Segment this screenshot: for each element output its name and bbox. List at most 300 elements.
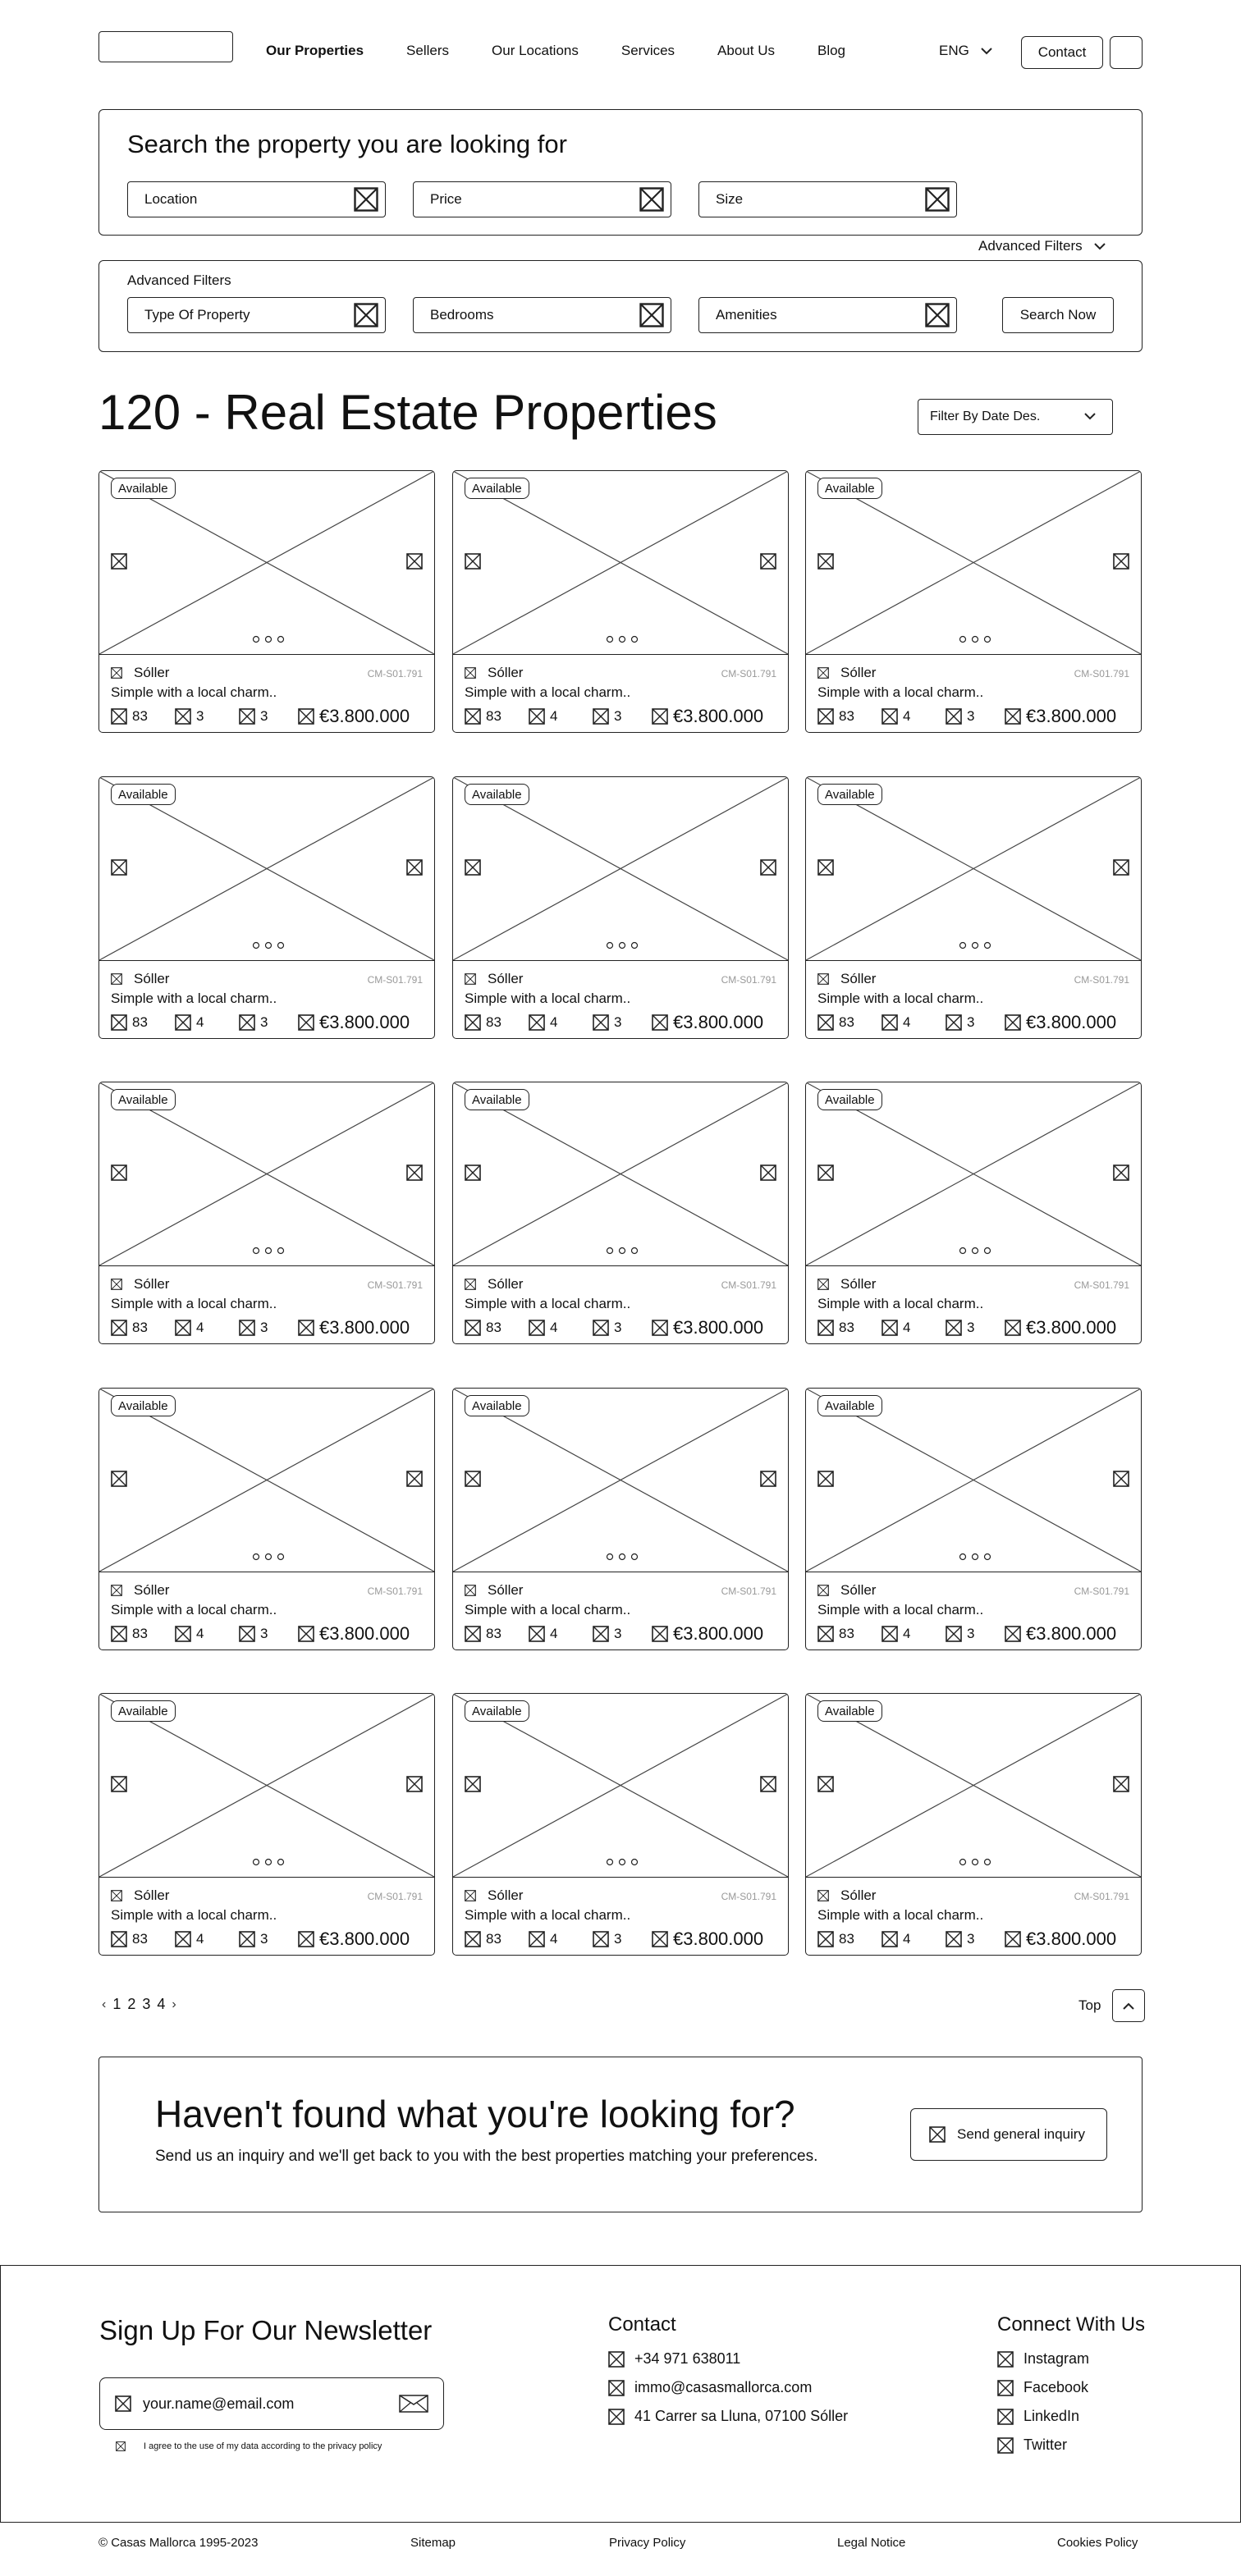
size-value: 83 <box>486 1931 501 1947</box>
property-image[interactable] <box>806 471 1141 655</box>
property-location <box>817 1582 876 1599</box>
social-twitter[interactable] <box>997 2431 1089 2459</box>
size-stat <box>111 708 175 725</box>
property-description: Simple with a local charm.. <box>111 1602 277 1617</box>
property-card[interactable] <box>98 1082 435 1344</box>
prev-image-icon[interactable] <box>817 1164 834 1181</box>
size-value: 83 <box>486 708 501 724</box>
property-description: Simple with a local charm.. <box>817 1602 984 1617</box>
price-stat <box>652 1317 763 1338</box>
price-icon <box>298 1320 314 1336</box>
twitter-icon <box>997 2437 1014 2454</box>
property-location-text: Sóller <box>488 1582 524 1598</box>
status-badge: Available <box>465 1395 529 1416</box>
property-card[interactable] <box>452 1388 789 1650</box>
property-image[interactable] <box>806 1389 1141 1572</box>
property-description: Simple with a local charm.. <box>465 1602 631 1617</box>
property-location <box>111 971 169 987</box>
size-value: 83 <box>839 1626 854 1641</box>
carousel-dots-icon[interactable] <box>959 1858 991 1866</box>
location-label: Location <box>144 191 198 207</box>
price-stat <box>298 1317 410 1338</box>
location-icon <box>817 1585 829 1596</box>
property-image[interactable] <box>99 1389 434 1572</box>
price-icon <box>1005 1626 1021 1642</box>
property-price: €3.800.000 <box>673 1012 764 1032</box>
bathrooms-value: 3 <box>260 1626 268 1641</box>
size-stat <box>465 708 529 725</box>
bedrooms-value: 4 <box>196 1931 204 1947</box>
bathrooms-value: 3 <box>614 1014 622 1030</box>
bathrooms-value: 3 <box>967 1320 975 1335</box>
phone-icon <box>608 2351 625 2368</box>
bath-icon <box>593 1626 609 1642</box>
next-page-button[interactable]: › <box>172 1997 176 2011</box>
bathrooms-stat <box>239 1626 298 1642</box>
property-stats <box>111 1929 410 1950</box>
price-icon <box>1005 708 1021 725</box>
send-inquiry-button[interactable] <box>910 2108 1107 2161</box>
next-image-icon[interactable] <box>1113 1164 1129 1181</box>
amenities-field[interactable] <box>698 297 957 333</box>
property-price: €3.800.000 <box>1026 706 1117 726</box>
placeholder-icon <box>639 187 664 212</box>
logo[interactable] <box>98 31 233 62</box>
property-location <box>465 971 523 987</box>
main-nav <box>266 43 888 59</box>
property-card[interactable] <box>98 1388 435 1650</box>
bathrooms-stat <box>239 1320 298 1336</box>
location-icon <box>608 2409 625 2425</box>
prev-image-icon[interactable] <box>817 859 834 876</box>
privacy-agree[interactable] <box>116 2441 382 2451</box>
property-location <box>111 1887 169 1904</box>
price-icon <box>298 1931 314 1947</box>
status-badge: Available <box>465 1700 529 1722</box>
property-ref: CM-S01.791 <box>367 1585 423 1597</box>
prev-image-icon[interactable] <box>465 553 481 570</box>
location-icon <box>111 667 122 679</box>
bedrooms-stat <box>882 1931 946 1947</box>
bedrooms-stat <box>529 1014 593 1031</box>
prev-image-icon[interactable] <box>111 859 127 876</box>
property-location-text: Sóller <box>134 1276 170 1292</box>
next-image-icon[interactable] <box>1113 553 1129 570</box>
bathrooms-value: 3 <box>614 1931 622 1947</box>
property-card[interactable] <box>805 1082 1142 1344</box>
bedrooms-stat <box>529 1931 593 1947</box>
property-card[interactable] <box>805 1388 1142 1650</box>
bathrooms-stat <box>946 1931 1005 1947</box>
next-image-icon[interactable] <box>760 859 776 876</box>
next-image-icon[interactable] <box>406 553 423 570</box>
size-field[interactable] <box>698 181 957 217</box>
property-card[interactable] <box>452 1693 789 1956</box>
social-instagram[interactable] <box>997 2345 1089 2373</box>
bed-icon <box>882 1014 898 1031</box>
bath-icon <box>946 1931 962 1947</box>
search-panel <box>98 109 1143 236</box>
property-price: €3.800.000 <box>319 1012 410 1032</box>
location-icon <box>817 973 829 985</box>
envelope-icon[interactable] <box>399 2395 428 2413</box>
prev-image-icon[interactable] <box>465 859 481 876</box>
property-image[interactable] <box>806 1694 1141 1878</box>
page-1[interactable]: 1 <box>112 1996 121 2012</box>
property-image[interactable] <box>99 777 434 961</box>
carousel-dots-icon[interactable] <box>606 635 639 643</box>
size-label: Size <box>716 191 744 207</box>
property-card[interactable] <box>98 776 435 1039</box>
price-icon <box>652 1931 668 1947</box>
area-icon <box>111 1014 127 1031</box>
bedrooms-value: 4 <box>550 1931 558 1947</box>
property-location <box>465 1887 523 1904</box>
property-image[interactable] <box>99 1694 434 1878</box>
cookies-policy-link[interactable]: Cookies Policy <box>1057 2536 1138 2550</box>
area-icon <box>817 1626 834 1642</box>
contact-button[interactable]: Contact <box>1021 36 1103 69</box>
property-location-text: Sóller <box>134 971 170 986</box>
property-location <box>465 1276 523 1293</box>
status-badge: Available <box>465 1089 529 1110</box>
carousel-dots-icon[interactable] <box>606 941 639 949</box>
status-badge: Available <box>111 784 176 805</box>
newsletter-title: Sign Up For Our Newsletter <box>99 2315 433 2345</box>
bedrooms-value: 4 <box>903 1626 911 1641</box>
bed-icon <box>529 1626 545 1642</box>
carousel-dots-icon[interactable] <box>606 1858 639 1866</box>
bedrooms-value: 4 <box>550 1320 558 1335</box>
bath-icon <box>239 1014 255 1031</box>
property-stats <box>817 1012 1116 1033</box>
chevron-down-icon <box>981 43 992 59</box>
location-icon <box>111 973 122 985</box>
social-facebook[interactable] <box>997 2373 1089 2402</box>
placeholder-icon <box>925 303 950 327</box>
prev-image-icon[interactable] <box>465 1164 481 1181</box>
next-image-icon[interactable] <box>406 859 423 876</box>
price-icon <box>1005 1931 1021 1947</box>
property-image[interactable] <box>453 471 788 655</box>
bedrooms-value: 4 <box>550 1014 558 1030</box>
nav-our-properties[interactable]: Our Properties <box>266 43 364 58</box>
carousel-dots-icon[interactable] <box>959 1553 991 1561</box>
advanced-filters-panel <box>98 260 1143 352</box>
prev-page-button[interactable]: ‹ <box>102 1997 107 2011</box>
bed-icon <box>882 1931 898 1947</box>
newsletter-email-value: your.name@email.com <box>143 2395 295 2412</box>
bed-icon <box>529 1014 545 1031</box>
carousel-dots-icon[interactable] <box>959 941 991 949</box>
search-now-button[interactable]: Search Now <box>1002 297 1114 333</box>
property-price: €3.800.000 <box>319 1929 410 1949</box>
search-title: Search the property you are looking for <box>127 130 567 158</box>
location-field[interactable] <box>127 181 386 217</box>
property-stats <box>465 706 763 727</box>
property-description: Simple with a local charm.. <box>817 1296 984 1311</box>
status-badge: Available <box>817 1700 882 1722</box>
prev-image-icon[interactable] <box>111 1164 127 1181</box>
bath-icon <box>593 708 609 725</box>
carousel-dots-icon[interactable] <box>959 635 991 643</box>
property-card[interactable] <box>805 776 1142 1039</box>
bedrooms-value: 4 <box>903 1320 911 1335</box>
property-stats <box>465 1623 763 1645</box>
bath-icon <box>239 1931 255 1947</box>
contact-phone[interactable] <box>608 2345 848 2373</box>
property-description: Simple with a local charm.. <box>465 1907 631 1923</box>
property-location-text: Sóller <box>840 971 877 986</box>
bath-icon <box>593 1931 609 1947</box>
contact-address[interactable] <box>608 2402 848 2431</box>
price-field[interactable] <box>413 181 671 217</box>
bedrooms-stat <box>882 1014 946 1031</box>
bed-icon <box>175 1931 191 1947</box>
price-stat <box>1005 706 1116 727</box>
property-image[interactable] <box>806 1082 1141 1266</box>
bathrooms-value: 3 <box>614 1626 622 1641</box>
bathrooms-value: 3 <box>260 1014 268 1030</box>
prev-image-icon[interactable] <box>817 1471 834 1487</box>
property-ref: CM-S01.791 <box>1074 1279 1129 1291</box>
property-price: €3.800.000 <box>319 1623 410 1644</box>
size-stat <box>817 1014 882 1031</box>
carousel-dots-icon[interactable] <box>252 1553 285 1561</box>
chevron-down-icon <box>1094 238 1106 254</box>
property-card[interactable] <box>452 1082 789 1344</box>
bathrooms-stat <box>946 708 1005 725</box>
price-stat <box>298 706 410 727</box>
social-twitter-label: Twitter <box>1023 2436 1068 2453</box>
carousel-dots-icon[interactable] <box>606 1553 639 1561</box>
bedrooms-stat <box>882 1626 946 1642</box>
size-stat <box>465 1320 529 1336</box>
carousel-dots-icon[interactable] <box>606 1247 639 1255</box>
next-image-icon[interactable] <box>1113 1471 1129 1487</box>
sitemap-link[interactable]: Sitemap <box>410 2536 456 2550</box>
size-value: 83 <box>486 1626 501 1641</box>
bed-icon <box>529 708 545 725</box>
sort-dropdown[interactable] <box>918 399 1113 435</box>
location-icon <box>465 1279 476 1290</box>
bedrooms-stat <box>175 1014 239 1031</box>
bedrooms-value: 4 <box>196 1320 204 1335</box>
next-image-icon[interactable] <box>760 553 776 570</box>
contact-email[interactable] <box>608 2373 848 2402</box>
nav-blog[interactable]: Blog <box>817 43 846 58</box>
property-stats <box>111 706 410 727</box>
next-image-icon[interactable] <box>406 1471 423 1487</box>
nav-sellers[interactable]: Sellers <box>406 43 450 58</box>
property-ref: CM-S01.791 <box>1074 974 1129 986</box>
checkbox-icon[interactable] <box>116 2441 126 2451</box>
property-ref: CM-S01.791 <box>721 668 776 679</box>
bathrooms-stat <box>946 1320 1005 1336</box>
next-image-icon[interactable] <box>406 1164 423 1181</box>
property-location-text: Sóller <box>488 1887 524 1903</box>
size-stat <box>817 1320 882 1336</box>
property-price: €3.800.000 <box>1026 1623 1117 1644</box>
property-location <box>817 1276 876 1293</box>
nav-about-us[interactable]: About Us <box>717 43 775 58</box>
newsletter-email-input[interactable] <box>99 2377 444 2430</box>
property-image[interactable] <box>453 777 788 961</box>
property-ref: CM-S01.791 <box>721 1279 776 1291</box>
carousel-dots-icon[interactable] <box>252 1247 285 1255</box>
carousel-dots-icon[interactable] <box>252 635 285 643</box>
page-4[interactable]: 4 <box>157 1996 166 2012</box>
contact-phone-text: +34 971 638011 <box>634 2350 741 2367</box>
copyright: © Casas Mallorca 1995-2023 <box>98 2536 259 2550</box>
page-3[interactable]: 3 <box>142 1996 151 2012</box>
property-card[interactable] <box>452 470 789 733</box>
carousel-dots-icon[interactable] <box>252 941 285 949</box>
top-label: Top <box>1078 1997 1101 2013</box>
bathrooms-stat <box>593 1626 652 1642</box>
property-description: Simple with a local charm.. <box>111 1907 277 1923</box>
chevron-down-icon <box>1084 410 1096 424</box>
bathrooms-stat <box>593 1931 652 1947</box>
prev-image-icon[interactable] <box>111 553 127 570</box>
bedrooms-stat <box>175 1320 239 1336</box>
bedrooms-field[interactable] <box>413 297 671 333</box>
property-card[interactable] <box>98 470 435 733</box>
price-stat <box>652 1623 763 1645</box>
property-price: €3.800.000 <box>319 1317 410 1338</box>
property-price: €3.800.000 <box>1026 1317 1117 1338</box>
next-image-icon[interactable] <box>760 1471 776 1487</box>
property-card[interactable] <box>452 776 789 1039</box>
property-image[interactable] <box>99 471 434 655</box>
menu-button[interactable] <box>1110 36 1143 69</box>
property-ref: CM-S01.791 <box>367 974 423 986</box>
location-icon <box>465 1890 476 1901</box>
status-badge: Available <box>817 1089 882 1110</box>
property-stats <box>111 1623 410 1645</box>
bedrooms-stat <box>175 1931 239 1947</box>
area-icon <box>465 1931 481 1947</box>
prev-image-icon[interactable] <box>465 1776 481 1792</box>
bath-icon <box>946 1014 962 1031</box>
carousel-dots-icon[interactable] <box>959 1247 991 1255</box>
legal-notice-link[interactable]: Legal Notice <box>837 2536 906 2550</box>
bath-icon <box>239 708 255 725</box>
privacy-agree-label: I agree to the use of my data according to the privacy policy <box>144 2441 382 2451</box>
nav-services[interactable]: Services <box>620 43 675 58</box>
property-location-text: Sóller <box>488 971 524 986</box>
price-icon <box>298 1626 314 1642</box>
property-ref: CM-S01.791 <box>1074 1891 1129 1902</box>
results-title: 120 - Real Estate Properties <box>98 385 717 440</box>
prev-image-icon[interactable] <box>465 1471 481 1487</box>
next-image-icon[interactable] <box>1113 1776 1129 1792</box>
prev-image-icon[interactable] <box>817 553 834 570</box>
bed-icon <box>529 1320 545 1336</box>
carousel-dots-icon[interactable] <box>252 1858 285 1866</box>
property-card[interactable] <box>805 470 1142 733</box>
page-2[interactable]: 2 <box>127 1996 136 2012</box>
property-price: €3.800.000 <box>673 706 764 726</box>
prev-image-icon[interactable] <box>111 1776 127 1792</box>
size-stat <box>111 1014 175 1031</box>
prev-image-icon[interactable] <box>111 1471 127 1487</box>
next-image-icon[interactable] <box>760 1164 776 1181</box>
property-location-text: Sóller <box>840 1582 877 1598</box>
prev-image-icon[interactable] <box>817 1776 834 1792</box>
property-card[interactable] <box>805 1693 1142 1956</box>
property-location <box>465 1582 523 1599</box>
social-linkedin[interactable] <box>997 2402 1089 2431</box>
price-icon <box>1005 1014 1021 1031</box>
bedrooms-value: 4 <box>903 1931 911 1947</box>
location-icon <box>465 1585 476 1596</box>
status-badge: Available <box>111 1089 176 1110</box>
nav-our-locations[interactable]: Our Locations <box>492 43 579 58</box>
property-location <box>111 1582 169 1599</box>
property-image[interactable] <box>806 777 1141 961</box>
size-value: 83 <box>132 1014 148 1030</box>
next-image-icon[interactable] <box>760 1776 776 1792</box>
property-image[interactable] <box>453 1694 788 1878</box>
bed-icon <box>175 1626 191 1642</box>
privacy-policy-link[interactable]: Privacy Policy <box>609 2536 686 2550</box>
property-location <box>817 665 876 681</box>
property-type-field[interactable] <box>127 297 386 333</box>
property-card[interactable] <box>98 1693 435 1956</box>
bathrooms-value: 3 <box>260 1931 268 1947</box>
next-image-icon[interactable] <box>1113 859 1129 876</box>
property-location-text: Sóller <box>134 1582 170 1598</box>
property-description: Simple with a local charm.. <box>111 991 277 1006</box>
property-ref: CM-S01.791 <box>367 668 423 679</box>
email-icon <box>608 2380 625 2396</box>
bathrooms-stat <box>593 708 652 725</box>
language-selector[interactable] <box>939 43 992 59</box>
property-stats <box>465 1317 763 1338</box>
property-stats <box>465 1012 763 1033</box>
property-image[interactable] <box>99 1082 434 1266</box>
property-location <box>465 665 523 681</box>
placeholder-icon <box>929 2126 946 2143</box>
location-icon <box>817 1890 829 1901</box>
placeholder-icon <box>115 2395 131 2412</box>
location-icon <box>111 1890 122 1901</box>
bathrooms-stat <box>946 1014 1005 1031</box>
property-price: €3.800.000 <box>1026 1929 1117 1949</box>
advanced-filters-toggle[interactable] <box>978 238 1106 254</box>
price-icon <box>1005 1320 1021 1336</box>
price-stat <box>652 1012 763 1033</box>
property-location-text: Sóller <box>840 1887 877 1903</box>
bathrooms-value: 3 <box>260 1320 268 1335</box>
property-image[interactable] <box>453 1389 788 1572</box>
property-price: €3.800.000 <box>319 706 410 726</box>
property-location <box>111 665 169 681</box>
location-icon <box>817 667 829 679</box>
property-description: Simple with a local charm.. <box>817 991 984 1006</box>
location-icon <box>817 1279 829 1290</box>
placeholder-icon <box>354 303 378 327</box>
bedrooms-stat <box>175 708 239 725</box>
contact-email-text: immo@casasmallorca.com <box>634 2379 813 2395</box>
property-image[interactable] <box>453 1082 788 1266</box>
price-stat <box>652 1929 763 1950</box>
location-icon <box>465 667 476 679</box>
price-icon <box>298 708 314 725</box>
back-to-top-button[interactable] <box>1112 1989 1145 2022</box>
next-image-icon[interactable] <box>406 1776 423 1792</box>
